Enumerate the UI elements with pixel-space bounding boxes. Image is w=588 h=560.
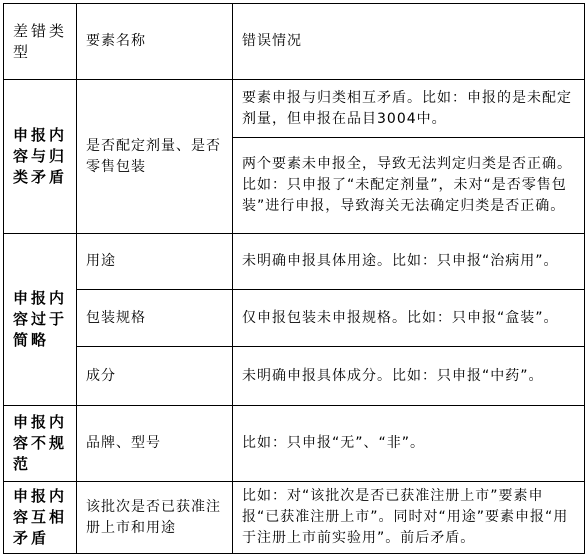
header-error-situation: 错误情况 <box>233 4 585 80</box>
row4-error-type: 申报内容互相矛盾 <box>4 482 77 554</box>
row2-element-name-3: 成分 <box>77 347 233 406</box>
row1-error-b: 两个要素未申报全，导致无法判定归类是否正确。比如：只申报了“未配定剂量”，未对“是否零售包装”进行申报，导致海关无法确定归类是否正确。 <box>233 138 585 234</box>
table-row <box>4 290 585 347</box>
row1-element-name: 是否配定剂量、是否零售包装 <box>77 80 233 234</box>
row4-element-name: 该批次是否已获准注册上市和用途 <box>77 482 233 554</box>
table-row <box>4 347 585 406</box>
row1-error-type: 申报内容与归类矛盾 <box>4 80 77 234</box>
row2-element-name-2: 包装规格 <box>77 290 233 347</box>
row4-error: 比如：对“该批次是否已获准注册上市”要素申报“已获准注册上市”。同时对“用途”要素申报“用于注册上市前实验用”。前后矛盾。 <box>233 482 585 554</box>
row2-error-3: 未明确申报具体成分。比如：只申报“中药”。 <box>233 347 585 406</box>
row1-error-a: 要素申报与归类相互矛盾。比如：申报的是未配定剂量，但申报在品目3004中。 <box>233 80 585 138</box>
row2-error-2: 仅申报包装未申报规格。比如：只申报“盒装”。 <box>233 290 585 347</box>
row2-error-1: 未明确申报具体用途。比如：只申报“治病用”。 <box>233 234 585 290</box>
row3-error: 比如：只申报“无”、“非”。 <box>233 406 585 482</box>
header-element-name: 要素名称 <box>77 4 233 80</box>
table-row <box>4 406 585 482</box>
row3-element-name: 品牌、型号 <box>77 406 233 482</box>
table-row <box>4 234 585 290</box>
table-header-row <box>4 4 585 80</box>
error-type-table <box>3 3 585 554</box>
table-row <box>4 80 585 138</box>
row3-error-type: 申报内容不规范 <box>4 406 77 482</box>
header-error-type: 差错类型 <box>4 4 77 80</box>
table-row <box>4 482 585 554</box>
row2-error-type: 申报内容过于简略 <box>4 234 77 406</box>
row2-element-name-1: 用途 <box>77 234 233 290</box>
